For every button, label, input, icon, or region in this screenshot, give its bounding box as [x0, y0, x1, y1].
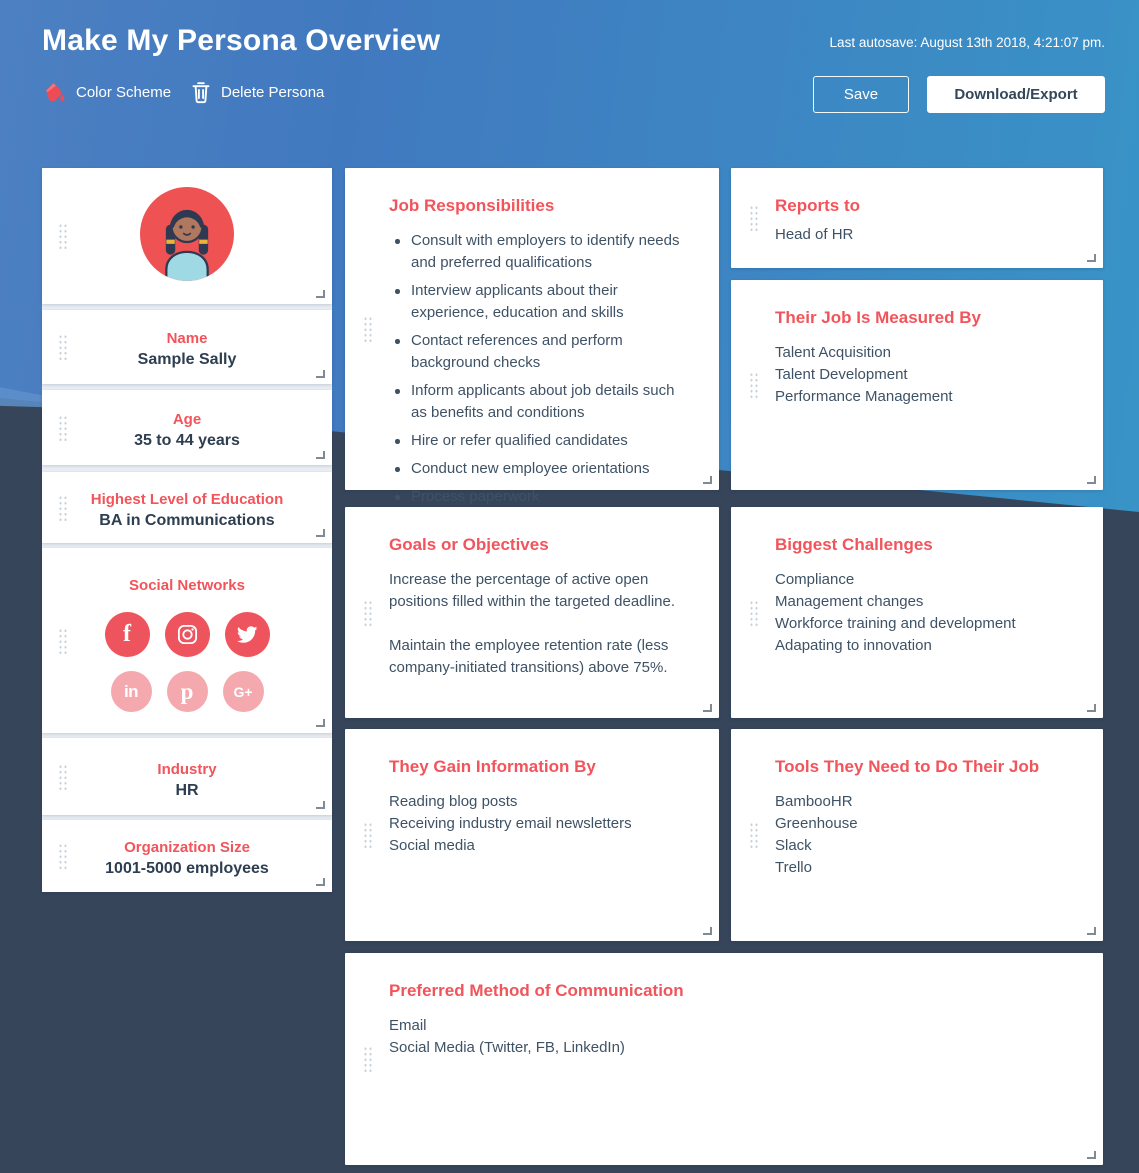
pinterest-icon[interactable]: p	[167, 671, 208, 712]
list-item: Interview applicants about their experience, education and skills	[411, 280, 689, 324]
card-title: Job Responsibilities	[389, 196, 555, 215]
drag-handle-icon[interactable]	[749, 205, 759, 231]
resize-handle[interactable]	[316, 370, 325, 378]
drag-handle-icon[interactable]	[58, 415, 68, 441]
card-job-measured-by	[731, 280, 1103, 490]
resize-handle[interactable]	[1087, 476, 1096, 484]
list-item: BambooHR	[775, 793, 853, 810]
list-item: Reading blog posts	[389, 793, 518, 810]
facebook-icon[interactable]: f	[105, 612, 150, 657]
list-item: Workforce training and development	[775, 615, 1016, 632]
card-title: They Gain Information By	[389, 757, 596, 776]
delete-persona-label: Delete Persona	[221, 83, 325, 101]
resize-handle[interactable]	[316, 801, 325, 809]
card-goals-or-objectives	[345, 507, 719, 718]
organization-size-label: Organization Size	[124, 839, 250, 856]
list-item: Adapating to innovation	[775, 637, 932, 654]
resize-handle[interactable]	[703, 927, 712, 935]
drag-handle-icon[interactable]	[58, 628, 68, 654]
card-job-responsibilities	[345, 168, 719, 505]
list-item: Inform applicants about job details such as benefits and conditions	[411, 380, 689, 424]
education-label: Highest Level of Education	[90, 491, 284, 508]
age-value: 35 to 44 years	[134, 432, 240, 449]
list-item: Compliance	[775, 571, 855, 588]
resize-handle[interactable]	[703, 476, 712, 484]
name-value: Sample Sally	[137, 351, 237, 368]
name-label: Name	[166, 330, 208, 347]
drag-handle-icon[interactable]	[749, 600, 759, 626]
twitter-icon[interactable]	[225, 612, 270, 657]
list-item: Slack	[775, 837, 812, 854]
list-item: Email	[389, 1017, 427, 1034]
goal-paragraph: Maintain the employee retention rate (less company-initiated transitions) above 75%.	[389, 637, 669, 676]
linkedin-icon[interactable]: in	[111, 671, 152, 712]
list-item: Social Media (Twitter, FB, LinkedIn)	[389, 1039, 625, 1056]
resize-handle[interactable]	[1087, 704, 1096, 712]
resize-handle[interactable]	[1087, 927, 1096, 935]
autosave-status: Last autosave: August 13th 2018, 4:21:07 pm.	[829, 35, 1105, 50]
paint-bucket-icon	[42, 80, 66, 104]
card-gain-information-by	[345, 729, 719, 941]
industry-value: HR	[175, 782, 199, 799]
list-item: Conduct new employee orientations	[411, 458, 689, 480]
job-responsibilities-list	[411, 230, 689, 508]
resize-handle[interactable]	[703, 704, 712, 712]
drag-handle-icon[interactable]	[58, 764, 68, 790]
drag-handle-icon[interactable]	[749, 372, 759, 398]
social-networks-label: Social Networks	[129, 577, 245, 594]
list-item: Talent Development	[775, 366, 908, 383]
card-reports-to	[731, 168, 1103, 268]
drag-handle-icon[interactable]	[363, 1046, 373, 1072]
drag-handle-icon[interactable]	[363, 600, 373, 626]
resize-handle[interactable]	[1087, 1151, 1096, 1159]
industry-card	[42, 738, 332, 815]
avatar-card	[42, 168, 332, 304]
color-scheme-label: Color Scheme	[76, 83, 172, 101]
list-item: Contact references and perform background checks	[411, 330, 689, 374]
page-title: Make My Persona Overview	[42, 24, 441, 57]
drag-handle-icon[interactable]	[749, 822, 759, 848]
age-label: Age	[172, 411, 202, 428]
resize-handle[interactable]	[316, 290, 325, 298]
drag-handle-icon[interactable]	[58, 495, 68, 521]
list-item: Social media	[389, 837, 475, 854]
card-title: Tools They Need to Do Their Job	[775, 757, 1040, 776]
list-item: Management changes	[775, 593, 924, 610]
age-card	[42, 390, 332, 465]
resize-handle[interactable]	[316, 878, 325, 886]
card-title: Reports to	[775, 196, 860, 215]
list-item: Receiving industry email newsletters	[389, 815, 632, 832]
list-item: Trello	[775, 859, 812, 876]
list-item: Performance Management	[775, 388, 953, 405]
download-export-button[interactable]: Download/Export	[927, 76, 1105, 113]
education-value: BA in Communications	[99, 512, 275, 529]
name-card	[42, 310, 332, 384]
goal-paragraph: Increase the percentage of active open positions filled within the targeted deadline.	[389, 571, 676, 610]
education-card	[42, 472, 332, 543]
resize-handle[interactable]	[316, 451, 325, 459]
drag-handle-icon[interactable]	[58, 334, 68, 360]
organization-size-value: 1001-5000 employees	[105, 860, 269, 877]
list-item: Talent Acquisition	[775, 344, 891, 361]
list-item: Head of HR	[775, 226, 854, 243]
list-item: Consult with employers to identify needs and preferred qualifications	[411, 230, 689, 274]
list-item: Greenhouse	[775, 815, 858, 832]
drag-handle-icon[interactable]	[363, 822, 373, 848]
card-title: Preferred Method of Communication	[389, 981, 684, 1000]
card-tools-needed	[731, 729, 1103, 941]
drag-handle-icon[interactable]	[58, 843, 68, 869]
google-plus-icon[interactable]: G+	[223, 671, 264, 712]
list-item: Hire or refer qualified candidates	[411, 430, 689, 452]
industry-label: Industry	[157, 761, 217, 778]
persona-avatar	[140, 187, 234, 286]
save-button[interactable]: Save	[813, 76, 909, 113]
drag-handle-icon[interactable]	[58, 223, 68, 249]
organization-size-card	[42, 820, 332, 892]
card-title: Biggest Challenges	[775, 535, 933, 554]
trash-icon	[191, 80, 211, 104]
card-title: Goals or Objectives	[389, 535, 549, 554]
social-networks-card	[42, 548, 332, 733]
card-preferred-communication	[345, 953, 1103, 1165]
resize-handle[interactable]	[1087, 254, 1096, 262]
resize-handle[interactable]	[316, 529, 325, 537]
list-item: Process paperwork	[411, 486, 689, 508]
drag-handle-icon[interactable]	[363, 316, 373, 342]
delete-persona-button[interactable]	[191, 80, 324, 104]
resize-handle[interactable]	[316, 719, 325, 727]
card-title: Their Job Is Measured By	[775, 308, 981, 327]
color-scheme-button[interactable]	[42, 80, 171, 104]
card-biggest-challenges	[731, 507, 1103, 718]
instagram-icon[interactable]	[165, 612, 210, 657]
